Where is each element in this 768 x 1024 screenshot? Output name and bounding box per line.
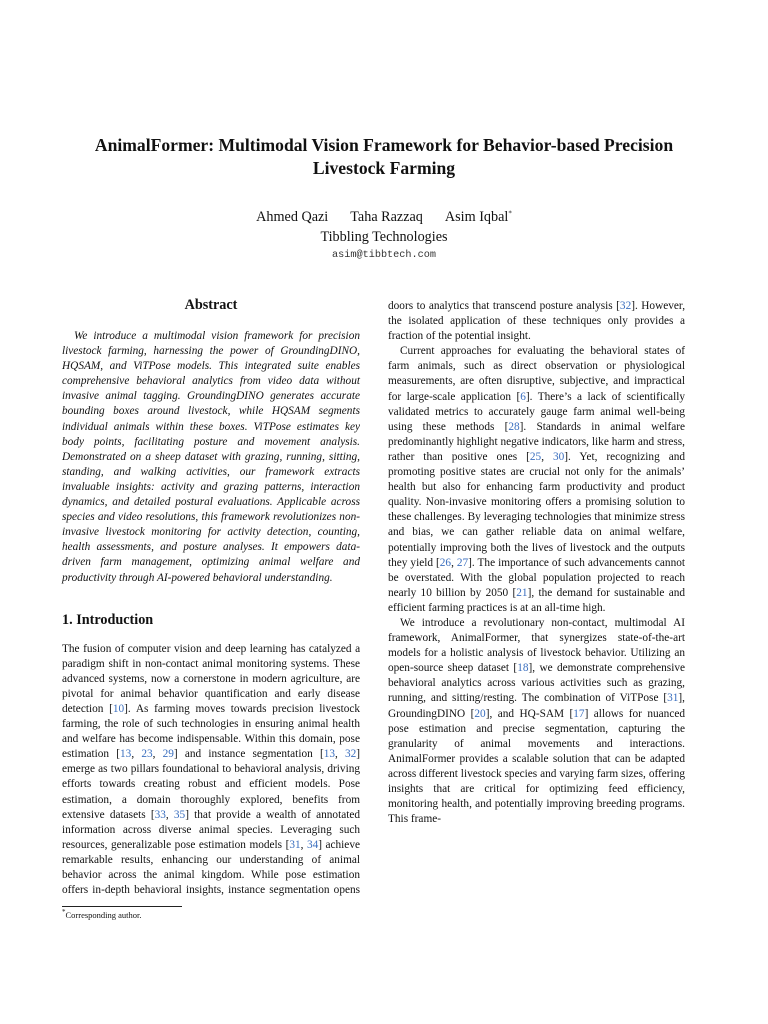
- author-list: [60, 208, 708, 226]
- footnote-mark: *: [62, 908, 66, 917]
- abstract-section: [62, 296, 360, 586]
- citation-link[interactable]: 18: [517, 662, 529, 675]
- citation-link[interactable]: 33: [154, 808, 166, 821]
- intro-paragraph-1: The fusion of computer vision and deep learning has catalyzed a paradigm shift in non-contact animal monitoring systems. These advanced systems, now a cornerstone in modern agriculture, are pivotal for animal behavior quantification and early disease detection [10]. As farming moves towards precision livestock farming, the role of such technologies in ensuring animal health and welfare has become indispensable. Within this domain, pose estimation [13, 23, 29] and instance segmentation [13, 32] emerge as two pillars foundational to behavioral analysis, driving efforts towards creating robust and efficient models. Pose estimation, a domain thoroughly explored, benefits from extensive datasets [33, 35] that provide a wealth of annotated information across diverse animal species. Leveraging such resources, generalizable pose estimation models [31, 34] achieve remarkable results, enhancing our understanding of animal behavior across the animal kingdom. While pose estimation offers in-depth behavioral insights, instance segmentation opens: [62, 642, 361, 897]
- citation-link[interactable]: 13: [323, 748, 335, 761]
- citation-link[interactable]: 32: [619, 300, 632, 312]
- author-name: Asim Iqbal: [444, 209, 509, 225]
- abstract-text: We introduce a multimodal vision framework for precision livestock farming, harnessing the power of GroundingDINO, HQSAM, and ViTPose models. This integrated suite enables comprehensive behavioral analytics from video data without invasive animal tagging. GroundingDINO generates accurate bounding boxes around livestock, while HQSAM segments individual animals within these boxes. ViTPose estimates key body points, facilitating posture and movement analysis. Demonstrated on a sheep dataset with grazing, running, sitting, standing, and walking activities, our framework extracts invaluable insights: activity and grazing patterns, interaction dynamics, and detailed postural evaluations. Applicable across species and video resolutions, this framework revolutionizes non-invasive livestock monitoring for activity detection, counting, health assessments, and posture analyses. It empowers data-driven farm management, optimizing animal welfare and productivity through AI-powered behavioral understanding.: [62, 330, 360, 584]
- title-line-2: Livestock Farming: [312, 158, 456, 178]
- citation-link[interactable]: 34: [306, 838, 319, 851]
- citation-link[interactable]: 27: [456, 556, 469, 569]
- author-email: asim@tibbtech.com: [332, 250, 436, 261]
- citation-link[interactable]: 13: [120, 748, 132, 761]
- citation-link[interactable]: 29: [162, 748, 174, 761]
- corresponding-author-mark: *: [508, 209, 512, 218]
- intro-paragraph-3: We introduce a revolutionary non-contact, multimodal AI framework, AnimalFormer, that synergizes state-of-the-art models for a holistic analysis of livestock behavior. Utilizing an open-source sheep dataset [18], we demonstrate comprehensive behavioral analytics across various activities such as grazing, running, and sitting/resting. The combination of ViTPose [31], GroundingDINO [20], and HQ-SAM [17] allows for nuanced pose estimation and precise segmentation, capturing the granularity of animal movements and interactions. AnimalFormer provides a scalable solution that can be adapted across different livestock species and varying farm sizes, offering insights that are critical for optimizing feed efficiency, monitoring health, and potentially improving breeding programs. This frame-: [388, 616, 685, 826]
- citation-link[interactable]: 31: [289, 838, 301, 851]
- citation-link[interactable]: 6: [520, 390, 526, 403]
- left-column: [62, 296, 360, 898]
- citation-link[interactable]: 35: [173, 808, 186, 821]
- citation-link[interactable]: 30: [553, 450, 565, 463]
- citation-link[interactable]: 17: [573, 707, 585, 720]
- author-name: Ahmed Qazi: [256, 209, 329, 225]
- citation-link[interactable]: 10: [112, 702, 125, 715]
- title-line-1: AnimalFormer: Multimodal Vision Framework for Behavior-based Precision: [94, 135, 674, 155]
- citation-link[interactable]: 20: [474, 707, 486, 720]
- affiliation: Tibbling Technologies: [320, 229, 448, 245]
- paper-title: [60, 134, 708, 180]
- citation-link[interactable]: 31: [667, 692, 679, 705]
- intro-paragraph-1-continued: doors to analytics that transcend posture analysis [32]. However, the isolated application of these techniques only provides a fraction of the potential insight.: [388, 300, 686, 343]
- introduction-heading: 1. Introduction: [62, 611, 154, 628]
- right-column: [388, 299, 685, 827]
- author-name: Taha Razzaq: [350, 209, 423, 225]
- footnote: [62, 910, 360, 921]
- footnote-text: Corresponding author.: [65, 910, 142, 920]
- footnote-rule: [62, 906, 182, 907]
- intro-paragraph-2: Current approaches for evaluating the behavioral states of farm animals, such as direct observation or physiological measurements, are often disruptive, subjective, and impractical for large-scale application [6]. There’s a lack of scientifically validated metrics to accurately gauge farm animal well-being using these methods [28]. Standards in animal welfare predominantly highlight negative indicators, like harm and stress, rather than positive ones [25, 30]. Yet, recognizing and promoting positive states are crucial not only for the animals’ health but also for enhancing farm productivity and product quality. Non-invasive monitoring offers a promising solution to these challenges. By leveraging technologies that minimize stress and bias, we can gather reliable data on animal welfare, potentially improving both the lives of livestock and the outputs they yield [26, 27]. The importance of such advancements cannot be overstated. With the global population projected to reach nearly 10 billion by 2050 [21], the demand for sustainable and efficient farming practices is at an all-time high.: [388, 345, 686, 614]
- citation-link[interactable]: 21: [516, 586, 528, 599]
- citation-link[interactable]: 25: [529, 450, 542, 463]
- citation-link[interactable]: 26: [439, 556, 452, 569]
- citation-link[interactable]: 23: [141, 748, 153, 761]
- citation-link[interactable]: 32: [345, 748, 357, 761]
- abstract-heading: Abstract: [184, 297, 238, 313]
- citation-link[interactable]: 28: [508, 420, 520, 433]
- introduction-section: [62, 611, 360, 899]
